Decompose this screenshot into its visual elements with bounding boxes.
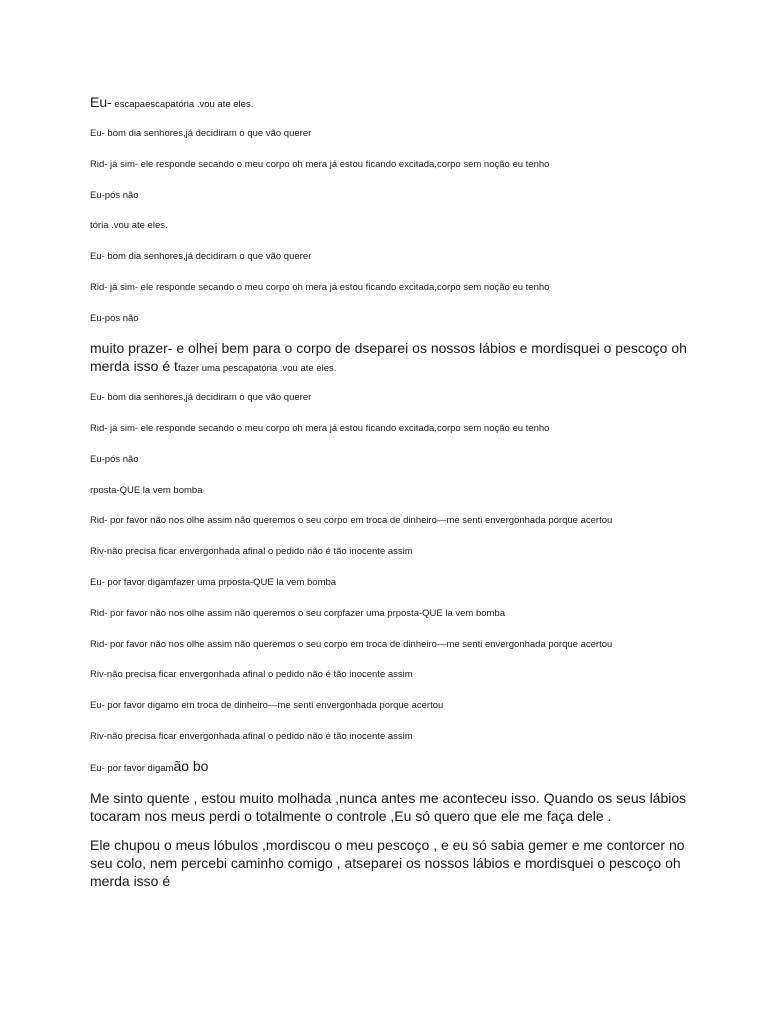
paragraph-23: Me sinto quente , estou muito molhada ,nunca antes me aconteceu isso. Quando os seus lábios tocaram nos meus perdi o totalmente o controle ,Eu só quero que ele me faça dele . bbox=[90, 790, 687, 824]
paragraph-5: tória .vou ate eles. bbox=[90, 220, 168, 231]
paragraph-6: Eu- bom dia senhores,já decidiram o que vão querer bbox=[90, 251, 312, 262]
paragraph-9-large-text: muito prazer- e olhei bem para o corpo de dseparei os nossos lábios e mordisquei o pescoço oh merda isso é t bbox=[90, 340, 687, 374]
paragraph-16: Eu- por favor digamfazer uma prposta-QUE la vem bomba bbox=[90, 577, 337, 588]
paragraph-1-large-text: Eu- bbox=[90, 94, 112, 110]
paragraph-12: Eu-pós não bbox=[90, 454, 139, 465]
paragraph-8: Eu-pós não bbox=[90, 313, 139, 324]
paragraph-20: Eu- por favor digamo em troca de dinheiro—me senti envergonhada porque acertou bbox=[90, 700, 444, 711]
paragraph-15: Riv-não precisa ficar envergonhada afinal o pedido não é tão inocente assim bbox=[90, 546, 413, 557]
paragraph-3: Rid- já sim- ele responde secando o meu corpo oh mera já estou ficando excitada,corpo sem noção eu tenho bbox=[90, 159, 550, 170]
paragraph-22 bbox=[90, 758, 208, 776]
paragraph-17: Rid- por favor não nos olhe assim não queremos o seu corpfazer uma prposta-QUE la vem bomba bbox=[90, 608, 506, 619]
paragraph-24: Ele chupou o meus lóbulos ,mordiscou o meu pescoço , e eu só sabia gemer e me contorcer no seu colo, nem percebi caminho comigo , atseparei os nossos lábios e mordisquei o pescoço oh merda isso é bbox=[90, 837, 685, 889]
paragraph-22-small-text: Eu- por favor digam bbox=[90, 763, 174, 774]
paragraph-18: Rid- por favor não nos olhe assim não queremos o seu corpo em troca de dinheiro—me senti envergonhada porque acertou bbox=[90, 639, 613, 650]
paragraph-1-small-text: escapaescapatória .vou ate eles. bbox=[111, 99, 254, 110]
paragraph-2: Eu- bom dia senhores,já decidiram o que vão querer bbox=[90, 128, 312, 139]
paragraph-11: Rid- já sim- ele responde secando o meu corpo oh mera já estou ficando excitada,corpo sem noção eu tenho bbox=[90, 423, 550, 434]
paragraph-21: Riv-não precisa ficar envergonhada afinal o pedido não é tão inocente assim bbox=[90, 731, 413, 742]
paragraph-4: Eu-pós não bbox=[90, 190, 139, 201]
paragraph-9-small-text: fazer uma pescapatória .vou ate eles. bbox=[177, 363, 337, 374]
paragraph-19: Riv-não precisa ficar envergonhada afinal o pedido não é tão inocente assim bbox=[90, 669, 413, 680]
paragraph-13: rposta-QUE la vem bomba bbox=[90, 485, 203, 496]
paragraph-14: Rid- por favor não nos olhe assim não queremos o seu corpo em troca de dinheiro—me senti envergonhada porque acertou bbox=[90, 515, 613, 526]
paragraph-10: Eu- bom dia senhores,já decidiram o que vão querer bbox=[90, 392, 312, 403]
paragraph-22-large-text: ão bo bbox=[173, 758, 209, 774]
paragraph-7: Rid- já sim- ele responde secando o meu corpo oh mera já estou ficando excitada,corpo sem noção eu tenho bbox=[90, 282, 550, 293]
paragraph-9 bbox=[90, 339, 690, 378]
paragraph-1 bbox=[90, 94, 253, 112]
